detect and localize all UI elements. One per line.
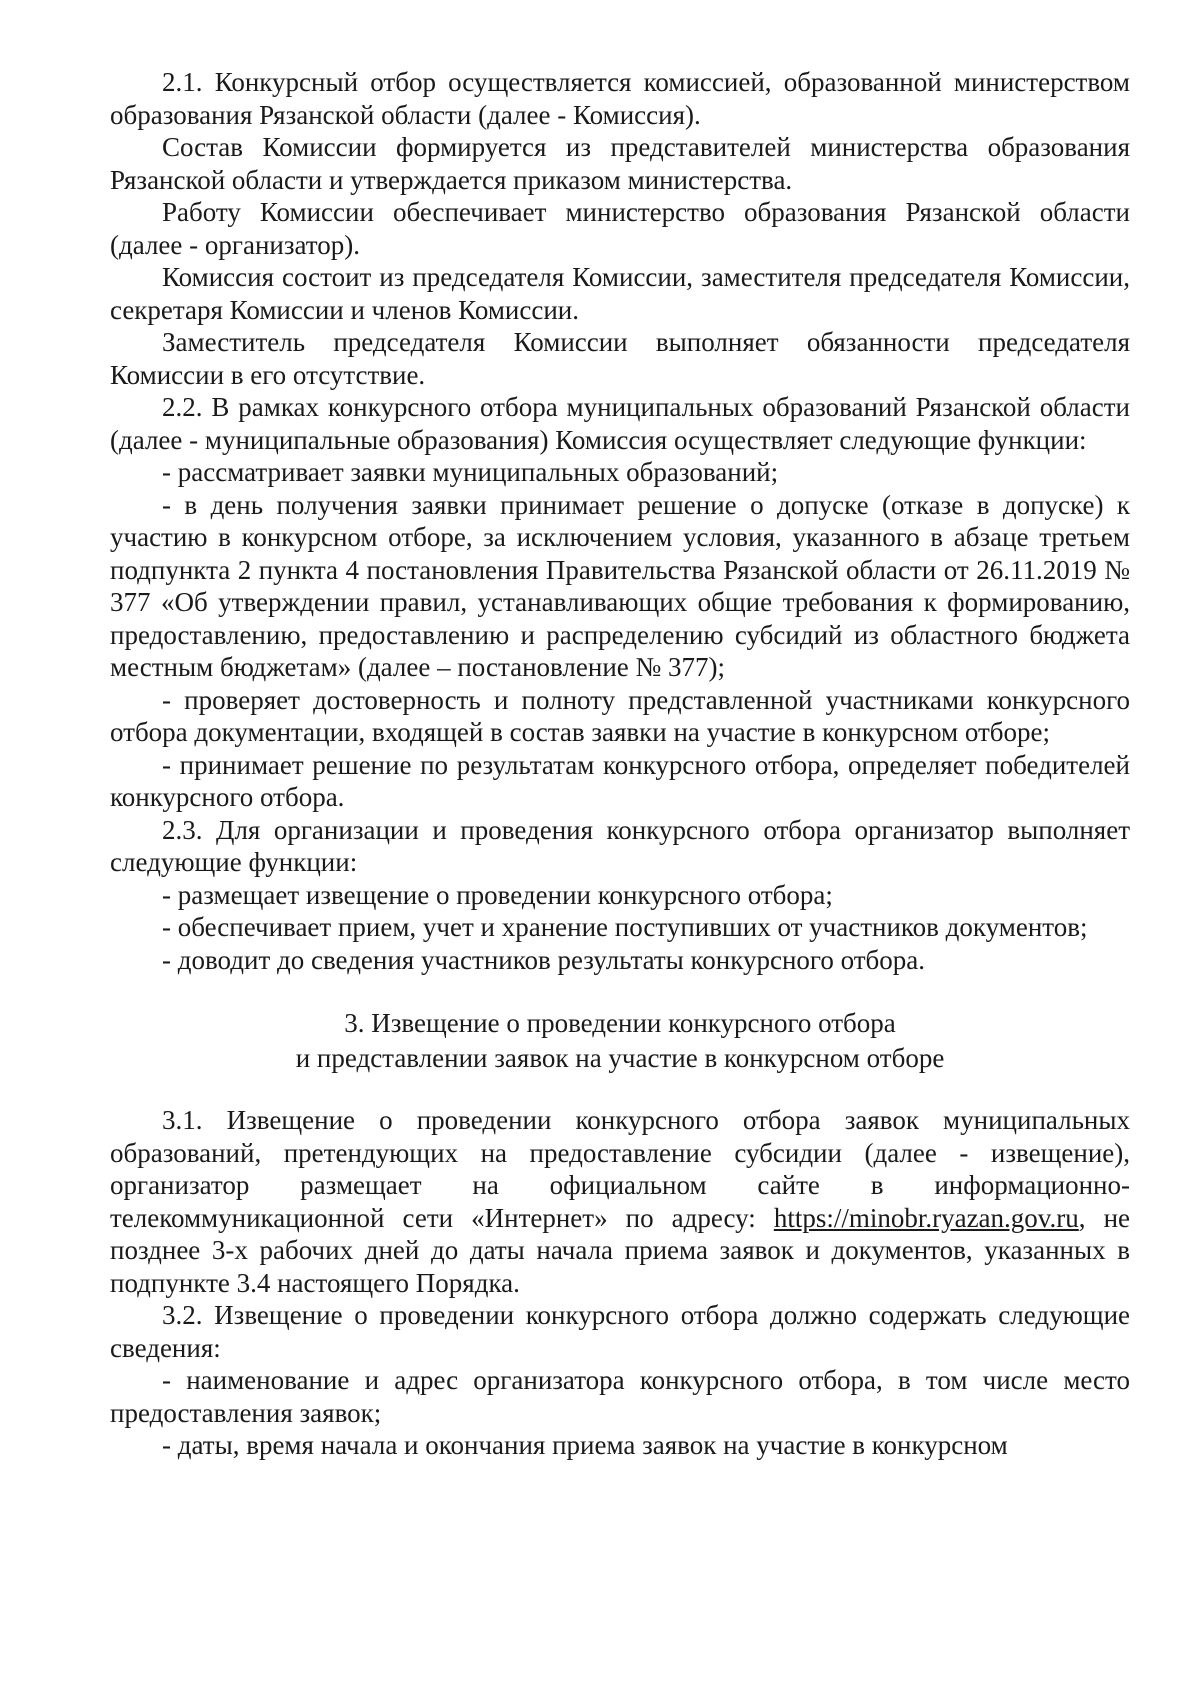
paragraph-2-2: 2.2. В рамках конкурсного отбора муниципальных образований Рязанской области (далее - муниципальные образования) Комиссия осуществляет следующие функции: — [110, 392, 1130, 455]
list-item-determines-winners: - принимает решение по результатам конкурсного отбора, определяет победителей конкурсного отбора. — [110, 749, 1130, 812]
paragraph-2-1: 2.1. Конкурсный отбор осуществляется комиссией, образованной министерством образования Рязанской области (далее - Комиссия). — [110, 67, 1130, 130]
paragraph-3-2: 3.2. Извещение о проведении конкурсного отбора должно содержать следующие сведения: — [110, 1300, 1130, 1363]
list-item-dates-times: - даты, время начала и окончания приема заявок на участие в конкурсном — [162, 1430, 1008, 1460]
paragraph-commission-support: Работу Комиссии обеспечивает министерство образования Рязанской области (далее - организатор). — [110, 197, 1130, 260]
website-link[interactable]: https://minobr.ryazan.gov.ru — [773, 1202, 1079, 1233]
paragraph-3-1 — [110, 1104, 1130, 1299]
section-3-heading — [110, 1006, 1130, 1076]
list-item-communicates-results: - доводит до сведения участников результаты конкурсного отбора. — [162, 944, 925, 975]
section-3-heading-line1: 3. Извещение о проведении конкурсного отбора — [344, 1008, 896, 1038]
list-item-receives-documents: - обеспечивает прием, учет и хранение поступивших от участников документов; — [162, 912, 1088, 942]
paragraph-deputy-chair: Заместитель председателя Комиссии выполняет обязанности председателя Комиссии в его отсутствие. — [110, 327, 1130, 390]
paragraph-commission-composition: Состав Комиссии формируется из представителей министерства образования Рязанской области и утверждается приказом министерства. — [110, 132, 1130, 195]
paragraph-3-1-text-after: , не позднее 3-х рабочих дней до даты начала приема заявок и документов, указанных в подпункте 3.4 настоящего Порядка. — [110, 1202, 1131, 1298]
list-item-organizer-name-address: - наименование и адрес организатора конкурсного отбора, в том числе место предоставления заявок; — [110, 1365, 1130, 1428]
section-3-heading-line2: и представлении заявок на участие в конкурсном отборе — [295, 1043, 945, 1073]
paragraph-commission-members: Комиссия состоит из председателя Комиссии, заместителя председателя Комиссии, секретаря Комиссии и членов Комиссии. — [110, 262, 1130, 325]
document-page — [110, 66, 1130, 1462]
list-item-admission-decision: - в день получения заявки принимает решение о допуске (отказе в допуске) к участию в конкурсном отборе, за исключением условия, указанного в абзаце третьем подпункта 2 пункта 4 постановления Правительства Рязанской области от 26.11.2019 № 377 «Об утверждении правил, устанавливающих общие требования к формированию, предоставлению, предоставлению и распределению субсидий из областного бюджета местным бюджетам» (далее – постановление № 377); — [110, 489, 1130, 682]
list-item-reviews-applications: - рассматривает заявки муниципальных образований; — [162, 457, 779, 487]
list-item-publishes-notice: - размещает извещение о проведении конкурсного отбора; — [162, 879, 833, 910]
paragraph-3-1-text-before: 3.1. Извещение о проведении конкурсного отбора заявок муниципальных образований, претендующих на предоставление субсидии (далее - извещение), организатор размещает на официальном сайте в информационно-телекоммуникационной сети «Интернет» по адресу: — [110, 1105, 1130, 1233]
paragraph-2-3: 2.3. Для организации и проведения конкурсного отбора организатор выполняет следующие функции: — [110, 814, 1130, 877]
list-item-checks-documentation: - проверяет достоверность и полноту представленной участниками конкурсного отбора документации, входящей в состав заявки на участие в конкурсном отборе; — [110, 684, 1130, 747]
